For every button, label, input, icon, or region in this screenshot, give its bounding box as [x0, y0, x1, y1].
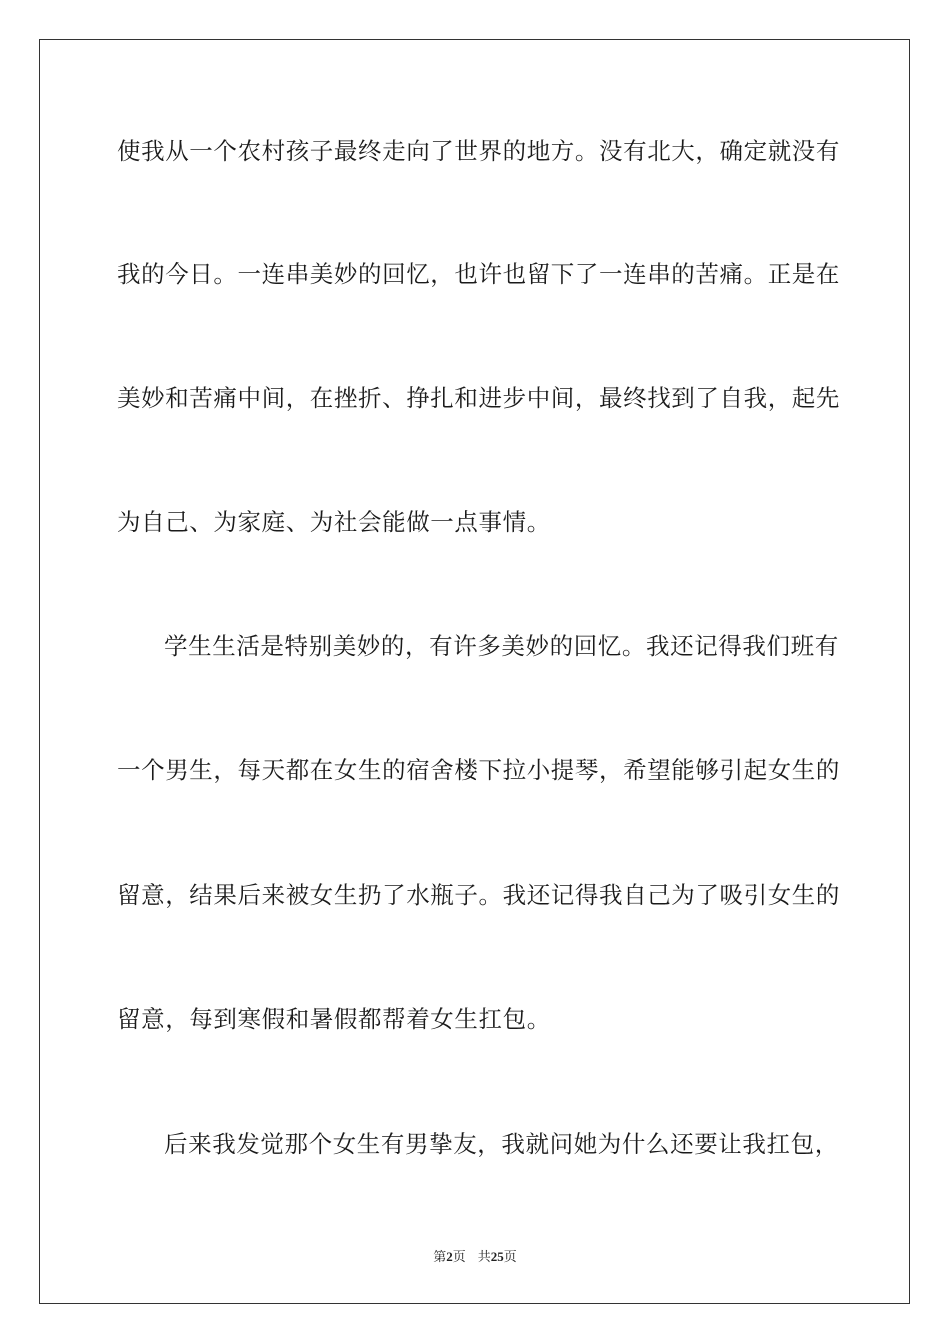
- body-text-line: 留意，结果后来被女生扔了水瓶子。我还记得我自己为了吸引女生的: [117, 881, 840, 909]
- paragraph-first-line: 后来我发觉那个女生有男挚友，我就问她为什么还要让我扛包，: [164, 1130, 839, 1158]
- body-text-line: 使我从一个农村孩子最终走向了世界的地方。没有北大，确定就没有: [117, 137, 840, 165]
- body-text-line: 一个男生，每天都在女生的宿舍楼下拉小提琴，希望能够引起女生的: [117, 756, 840, 784]
- page-border: [39, 39, 910, 1304]
- page-label-suffix: 页: [452, 1250, 466, 1265]
- body-text-line: 我的今日。一连串美妙的回忆，也许也留下了一连串的苦痛。正是在: [117, 260, 840, 288]
- page-label-prefix: 第: [433, 1250, 447, 1265]
- paragraph-first-line: 学生生活是特别美妙的，有许多美妙的回忆。我还记得我们班有: [164, 632, 839, 660]
- total-pages: 25: [490, 1249, 504, 1264]
- body-text-line: 美妙和苦痛中间，在挫折、挣扎和进步中间，最终找到了自我，起先: [117, 384, 840, 412]
- total-label-prefix: 共: [477, 1250, 491, 1265]
- total-label-suffix: 页: [503, 1250, 517, 1265]
- body-text-line: 为自己、为家庭、为社会能做一点事情。: [117, 508, 551, 536]
- body-text-line: 留意，每到寒假和暑假都帮着女生扛包。: [117, 1005, 551, 1033]
- page-number: 2: [446, 1249, 453, 1264]
- page-footer: [0, 1248, 950, 1267]
